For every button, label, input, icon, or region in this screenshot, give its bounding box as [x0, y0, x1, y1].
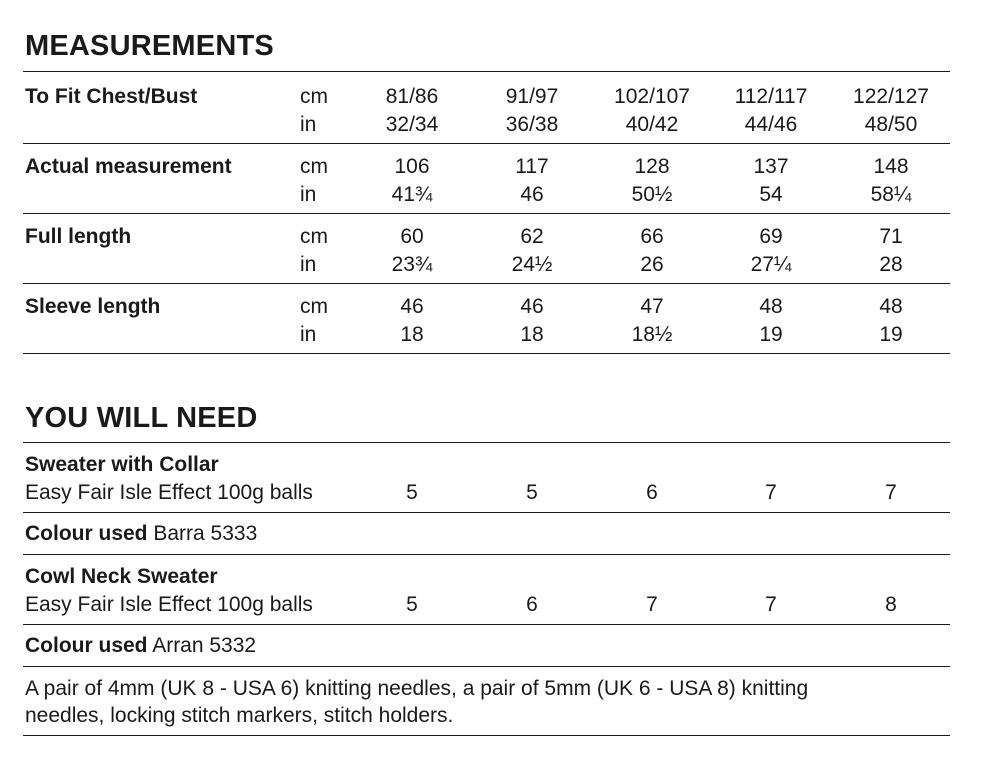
size-value-cm: 47 [640, 295, 664, 318]
row-divider [23, 512, 950, 513]
size-value-cm: 137 [753, 155, 789, 178]
size-value-in: 54 [759, 183, 783, 206]
size-value-in: 46 [520, 183, 544, 206]
size-value-cm: 60 [400, 225, 424, 248]
size-value-cm: 81/86 [385, 85, 439, 108]
ball-count: 8 [885, 593, 897, 616]
size-value-cm: 102/107 [614, 85, 690, 108]
size-value-cm: 117 [515, 155, 549, 178]
notions-line-1: A pair of 4mm (UK 8 - USA 6) knitting needles, a pair of 5mm (UK 6 - USA 8) knitting [25, 677, 809, 700]
size-value-in: 18½ [631, 323, 673, 346]
row-label-full-length: Full length [25, 225, 132, 248]
size-value-in: 26 [640, 253, 664, 276]
size-value-in: 41¾ [391, 183, 433, 206]
sweater-collar-title: Sweater with Collar [25, 453, 219, 476]
measurements-top-rule [23, 71, 950, 72]
size-value-in: 28 [879, 253, 903, 276]
colour-used-value: Arran 5332 [147, 634, 257, 657]
size-value-cm: 112/117 [734, 85, 808, 108]
size-value-in: 24½ [511, 253, 553, 276]
row-label-chest: To Fit Chest/Bust [25, 85, 198, 108]
row-label-actual: Actual measurement [25, 155, 232, 178]
colour-used-label: Colour used [25, 522, 148, 545]
need-bottom-rule [23, 735, 950, 736]
size-value-in: 36/38 [505, 113, 559, 136]
size-value-cm: 106 [394, 155, 430, 178]
ball-count: 7 [765, 481, 777, 504]
cowl-neck-title: Cowl Neck Sweater [25, 565, 218, 588]
you-will-need-heading: YOU WILL NEED [25, 402, 258, 434]
size-value-cm: 48 [879, 295, 903, 318]
sweater-collar-colour [25, 522, 257, 546]
size-value-in: 50½ [631, 183, 673, 206]
sweater-collar-yarn: Easy Fair Isle Effect 100g balls [25, 481, 313, 504]
measurements-bottom-rule [23, 353, 950, 354]
size-value-cm: 66 [640, 225, 664, 248]
row-divider [23, 213, 950, 214]
ball-count: 5 [406, 593, 418, 616]
cowl-neck-yarn: Easy Fair Isle Effect 100g balls [25, 593, 313, 616]
size-value-cm: 128 [634, 155, 670, 178]
unit-in: in [300, 183, 317, 206]
unit-cm: cm [300, 155, 328, 178]
need-top-rule [23, 442, 950, 443]
unit-in: in [300, 113, 317, 136]
row-divider [23, 283, 950, 284]
cowl-neck-colour [25, 634, 256, 658]
row-divider [23, 554, 950, 555]
row-divider [23, 624, 950, 625]
unit-in: in [300, 323, 317, 346]
unit-cm: cm [300, 225, 328, 248]
size-value-cm: 69 [759, 225, 783, 248]
size-value-cm: 48 [759, 295, 783, 318]
size-value-cm: 46 [400, 295, 424, 318]
size-value-in: 48/50 [864, 113, 918, 136]
size-value-cm: 122/127 [853, 85, 929, 108]
size-value-cm: 148 [873, 155, 909, 178]
size-value-in: 44/46 [744, 113, 798, 136]
unit-cm: cm [300, 85, 328, 108]
size-value-in: 27¼ [750, 253, 792, 276]
ball-count: 5 [406, 481, 418, 504]
size-value-in: 23¾ [391, 253, 433, 276]
row-divider [23, 143, 950, 144]
size-value-in: 18 [520, 323, 544, 346]
ball-count: 6 [526, 593, 538, 616]
size-value-in: 18 [400, 323, 424, 346]
size-value-in: 19 [759, 323, 783, 346]
size-value-cm: 62 [520, 225, 544, 248]
measurements-heading: MEASUREMENTS [25, 30, 274, 62]
colour-used-label: Colour used [25, 634, 148, 657]
size-value-in: 32/34 [385, 113, 439, 136]
size-value-cm: 71 [879, 225, 903, 248]
ball-count: 5 [526, 481, 538, 504]
ball-count: 7 [765, 593, 777, 616]
ball-count: 7 [646, 593, 658, 616]
row-divider [23, 666, 950, 667]
unit-cm: cm [300, 295, 328, 318]
notions-line-2: needles, locking stitch markers, stitch holders. [25, 704, 454, 727]
colour-used-value: Barra 5333 [147, 522, 258, 545]
ball-count: 7 [885, 481, 897, 504]
size-value-in: 40/42 [625, 113, 679, 136]
ball-count: 6 [646, 481, 658, 504]
unit-in: in [300, 253, 317, 276]
size-value-cm: 91/97 [505, 85, 559, 108]
size-value-in: 58¼ [870, 183, 912, 206]
size-value-in: 19 [879, 323, 903, 346]
size-value-cm: 46 [520, 295, 544, 318]
row-label-sleeve: Sleeve length [25, 295, 161, 318]
